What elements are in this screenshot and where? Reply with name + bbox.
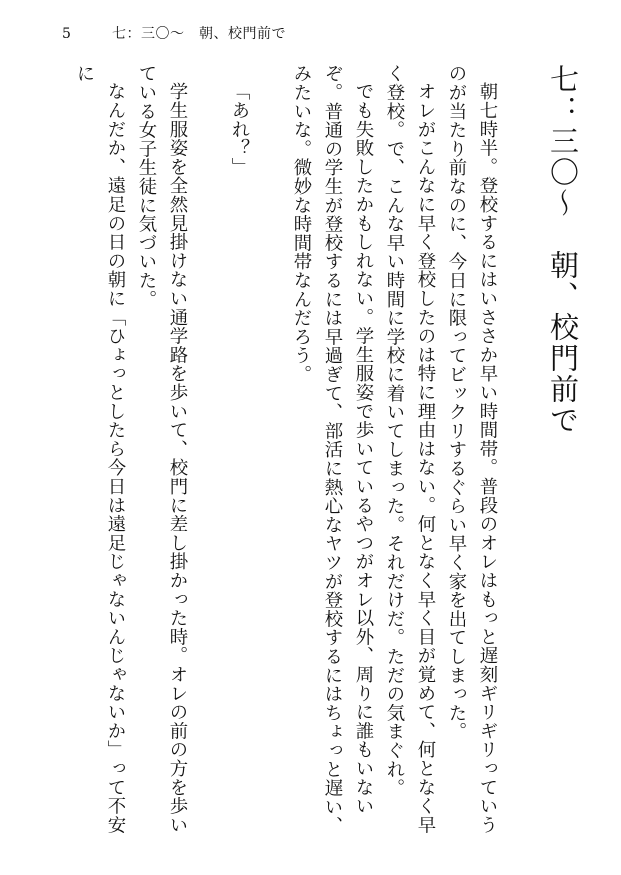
- blank-line: [255, 64, 286, 844]
- chapter-title: 七：三〇～ 朝、校門前で: [546, 64, 580, 436]
- vertical-body-text: [25, 64, 585, 844]
- blank-line: [193, 64, 224, 844]
- paragraph: なんだか、遠足の日の朝に「ひょっとしたら今日は遠足じゃないんじゃないか」って不安に: [74, 64, 126, 835]
- paragraph: 朝七時半。登校するにはいささか早い時間帯。普段のオレはもっと遅刻ギリギリっていうのが当たり前なのに、今日に限ってビックリするぐらい早く家を出てしまった。: [446, 64, 498, 835]
- paragraph: でも失敗したかもしれない。学生服姿で歩いているやつがオレ以外、周りに誰もいないぞ。普通の学生が登校するには早過ぎて、部活に熱心なヤツが登校するにはちょっと遅い、みたいな。微妙な時間帯なんだろう。: [291, 64, 374, 835]
- paragraph: オレがこんなに早く登校したのは特に理由はない。何となく早く目が覚めて、何となく早く登校。で、こんな早い時間に学校に着いてしまった。それだけだ。ただの気まぐれ。: [384, 64, 436, 835]
- dialogue-line: 「あれ？」: [229, 82, 250, 177]
- running-title: 七：三〇～ 朝、校門前で: [112, 26, 286, 42]
- running-header: [62, 22, 286, 46]
- page-number: 5: [62, 26, 72, 42]
- paragraph: 学生服姿を全然見掛けない通学路を歩いて、校門に差し掛かった時。オレの前の方を歩いている女子生徒に気づいた。: [136, 64, 188, 835]
